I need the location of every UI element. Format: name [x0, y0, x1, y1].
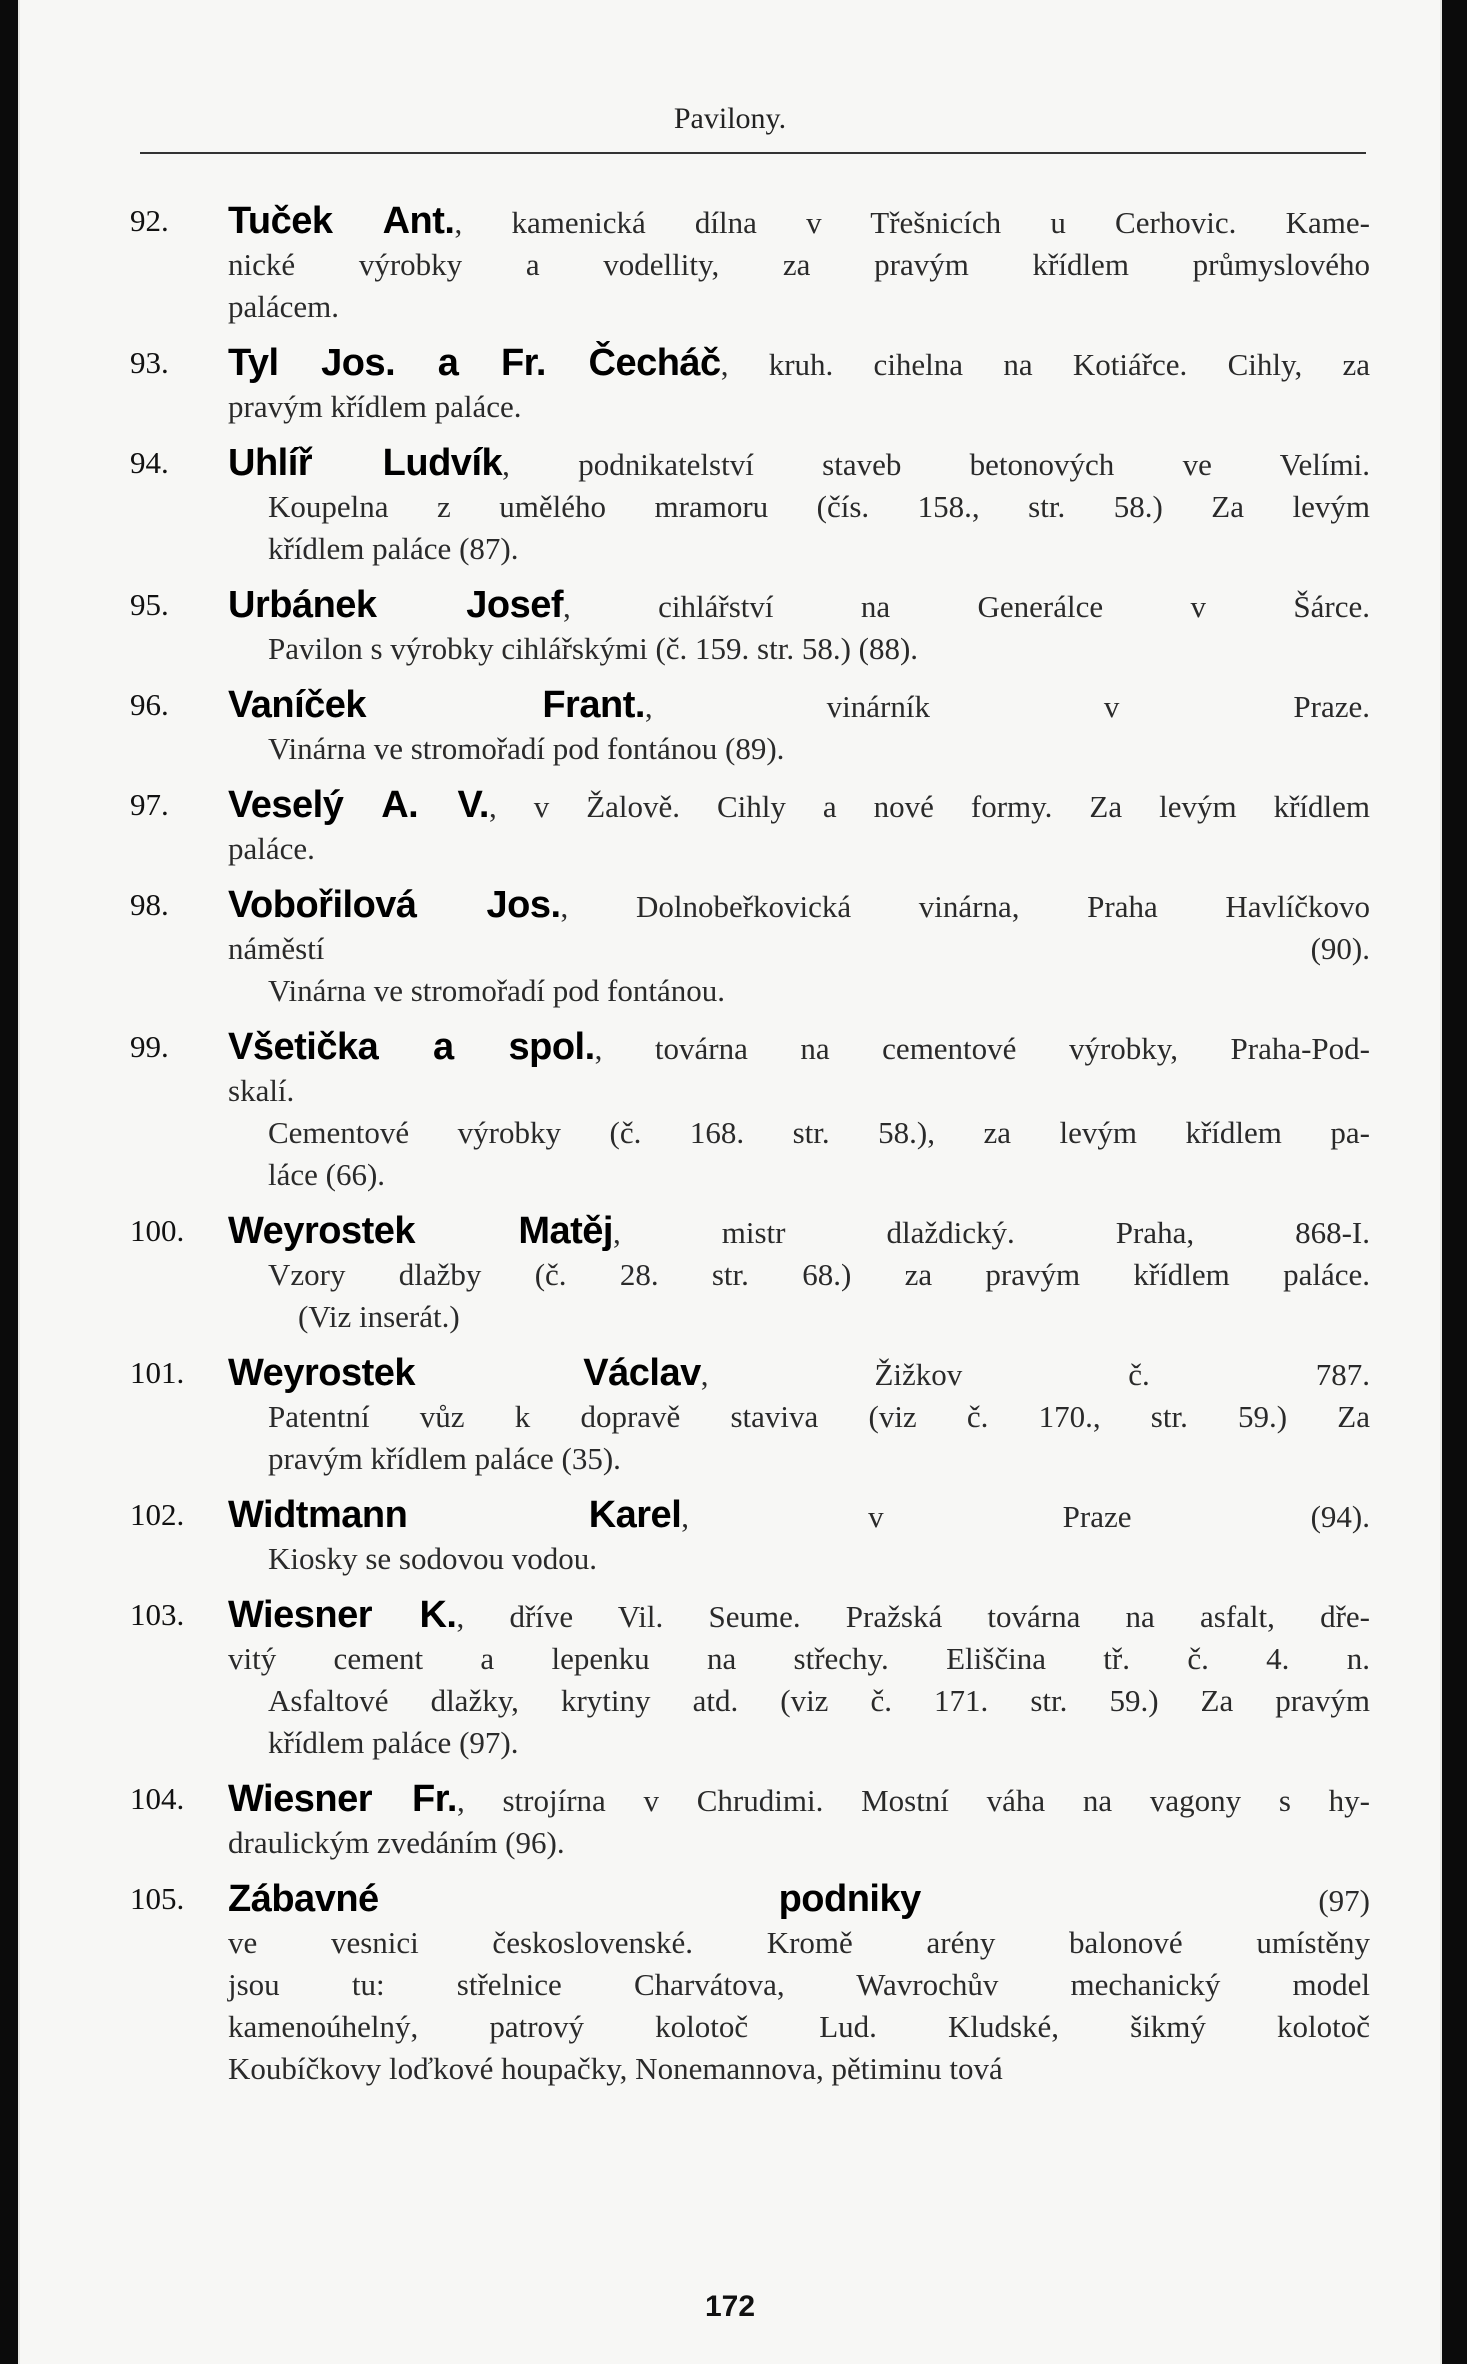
entry-text: draulickým zvedáním (96). — [228, 1825, 565, 1860]
entry-line — [228, 442, 1370, 486]
entry-name: Zábavné podniky — [228, 1878, 921, 1920]
entry-number: 95. — [130, 587, 169, 622]
entry-text: Patentní vůz k dopravě staviva (viz č. 170., str. 59.) Za — [268, 1399, 1370, 1434]
entry-number: 102. — [130, 1497, 185, 1532]
list-item — [130, 784, 1370, 870]
entry-line — [228, 1922, 1370, 1964]
entry-text: křídlem paláce (97). — [268, 1725, 519, 1760]
entry-number: 94. — [130, 445, 169, 480]
entry-number: 103. — [130, 1597, 185, 1632]
entry-line — [228, 1254, 1370, 1296]
entry-line — [228, 684, 1370, 728]
entry-text: paláce. — [228, 831, 315, 866]
exhibitor-list — [130, 200, 1370, 2104]
running-header: Pavilony. — [673, 102, 787, 135]
entry-line — [228, 1638, 1370, 1680]
entry-line — [228, 1296, 1370, 1338]
entry-text: Koubíčkovy loďkové houpačky, Nonemannova, pětiminu tová — [228, 2051, 1003, 2086]
entry-name: Všetička a spol. — [228, 1026, 595, 1068]
entry-line — [228, 928, 1370, 970]
list-item — [130, 1026, 1370, 1196]
entry-text: , v Praze (94). — [681, 1499, 1370, 1534]
entry-line — [228, 628, 1370, 670]
entry-line — [228, 1722, 1370, 1764]
entry-text: ve vesnici československé. Kromě arény balonové umístěny — [228, 1925, 1370, 1960]
entry-text: Koupelna z umělého mramoru (čís. 158., str. 58.) Za levým — [268, 489, 1370, 524]
entry-name: Wiesner K. — [228, 1594, 457, 1636]
entry-number: 92. — [130, 203, 169, 238]
entry-text: , Žižkov č. 787. — [700, 1357, 1370, 1392]
entry-line — [228, 1538, 1370, 1580]
entry-name: Vobořilová Jos. — [228, 884, 561, 926]
entry-line — [228, 1878, 1370, 1922]
document-page — [20, 0, 1440, 2364]
entry-text: Pavilon s výrobky cihlářskými (č. 159. str. 58.) (88). — [268, 631, 919, 666]
entry-name: Weyrostek Václav — [228, 1352, 701, 1394]
list-item — [130, 442, 1370, 570]
entry-name: Wiesner Fr. — [228, 1778, 457, 1820]
entry-line — [228, 728, 1370, 770]
entry-number: 98. — [130, 887, 169, 922]
list-item — [130, 884, 1370, 1012]
entry-line — [228, 1210, 1370, 1254]
entry-line — [228, 1438, 1370, 1480]
entry-text: Kiosky se sodovou vodou. — [268, 1541, 597, 1576]
entry-name: Vaníček Frant. — [228, 684, 645, 726]
entry-line — [228, 1680, 1370, 1722]
entry-text: Vinárna ve stromořadí pod fontánou (89). — [268, 731, 785, 766]
entry-line — [228, 784, 1370, 828]
entry-text: , vinárník v Praze. — [644, 689, 1370, 724]
entry-text: nické výrobky a vodellity, za pravým křídlem průmyslového — [228, 247, 1370, 282]
entry-name: Tuček Ant. — [228, 200, 455, 242]
entry-text: náměstí (90). — [228, 931, 1370, 966]
entry-line — [228, 342, 1370, 386]
entry-line — [228, 1822, 1370, 1864]
entry-line — [228, 244, 1370, 286]
header-rule — [140, 152, 1366, 154]
entry-text: , kamenická dílna v Třešnicích u Cerhovic. Kame- — [454, 205, 1370, 240]
entry-text: křídlem paláce (87). — [268, 531, 519, 566]
entry-text: , v Žalově. Cihly a nové formy. Za levým křídlem — [488, 789, 1370, 824]
entry-text: Cementové výrobky (č. 168. str. 58.), za levým křídlem pa- — [268, 1115, 1370, 1150]
entry-name: Uhlíř Ludvík — [228, 442, 503, 484]
entry-line — [228, 528, 1370, 570]
entry-text: jsou tu: střelnice Charvátova, Wavrochův mechanický model — [228, 1967, 1370, 2002]
entry-number: 96. — [130, 687, 169, 722]
entry-name: Veselý A. V. — [228, 784, 489, 826]
entry-line — [228, 1594, 1370, 1638]
entry-text: , mistr dlaždický. Praha, 868-I. — [612, 1215, 1370, 1250]
entry-text: , kruh. cihelna na Kotiářce. Cihly, za — [720, 347, 1370, 382]
entry-line — [228, 200, 1370, 244]
entry-number: 100. — [130, 1213, 185, 1248]
entry-line — [228, 2006, 1370, 2048]
list-item — [130, 1594, 1370, 1764]
entry-line — [228, 1778, 1370, 1822]
entry-text: Asfaltové dlažky, krytiny atd. (viz č. 171. str. 59.) Za pravým — [268, 1683, 1370, 1718]
entry-line — [228, 1154, 1370, 1196]
list-item — [130, 1210, 1370, 1338]
entry-text: Vzory dlažby (č. 28. str. 68.) za pravým křídlem paláce. — [268, 1257, 1370, 1292]
entry-line — [228, 1070, 1370, 1112]
entry-name: Widtmann Karel — [228, 1494, 682, 1536]
entry-number: 104. — [130, 1781, 185, 1816]
entry-text: pravým křídlem paláce (35). — [268, 1441, 621, 1476]
entry-line — [228, 884, 1370, 928]
entry-text: pravým křídlem paláce. — [228, 389, 522, 424]
entry-line — [228, 386, 1370, 428]
list-item — [130, 684, 1370, 770]
entry-text: , Dolnobeřkovická vinárna, Praha Havlíčkovo — [560, 889, 1371, 924]
entry-line — [228, 1352, 1370, 1396]
entry-line — [228, 970, 1370, 1012]
entry-name: Tyl Jos. a Fr. Čecháč — [228, 342, 721, 384]
list-item — [130, 1494, 1370, 1580]
entry-number: 97. — [130, 787, 169, 822]
page-number: 172 — [704, 2290, 756, 2323]
entry-text: Vinárna ve stromořadí pod fontánou. — [268, 973, 725, 1008]
list-item — [130, 200, 1370, 328]
entry-text: , továrna na cementové výrobky, Praha-Pod- — [594, 1031, 1370, 1066]
entry-line — [228, 286, 1370, 328]
entry-text: vitý cement a lepenku na střechy. Eliščina tř. č. 4. n. — [228, 1641, 1370, 1676]
entry-line — [228, 486, 1370, 528]
list-item — [130, 1878, 1370, 2090]
entry-line — [228, 1964, 1370, 2006]
entry-line — [228, 1494, 1370, 1538]
entry-number: 93. — [130, 345, 169, 380]
entry-number: 105. — [130, 1881, 185, 1916]
entry-line — [228, 1396, 1370, 1438]
entry-text: (97) — [920, 1883, 1370, 1918]
entry-name: Weyrostek Matěj — [228, 1210, 613, 1252]
entry-text: , podnikatelství staveb betonových ve Velími. — [502, 447, 1370, 482]
entry-text: (Viz inserát.) — [298, 1299, 460, 1334]
entry-text: , dříve Vil. Seume. Pražská továrna na asfalt, dře- — [456, 1599, 1370, 1634]
list-item — [130, 1778, 1370, 1864]
entry-text: láce (66). — [268, 1157, 386, 1192]
entry-line — [228, 584, 1370, 628]
entry-text: , strojírna v Chrudimi. Mostní váha na vagony s hy- — [457, 1783, 1370, 1818]
entry-text: skalí. — [228, 1073, 295, 1108]
entry-name: Urbánek Josef — [228, 584, 564, 626]
list-item — [130, 584, 1370, 670]
entry-line — [228, 2048, 1370, 2090]
entry-line — [228, 1112, 1370, 1154]
entry-line — [228, 1026, 1370, 1070]
list-item — [130, 1352, 1370, 1480]
entry-number: 99. — [130, 1029, 169, 1064]
entry-text: , cihlářství na Generálce v Šárce. — [563, 589, 1370, 624]
entry-text: kamenoúhelný, patrový kolotoč Lud. Kludské, šikmý kolotoč — [228, 2009, 1370, 2044]
entry-line — [228, 828, 1370, 870]
entry-number: 101. — [130, 1355, 185, 1390]
entry-text: palácem. — [228, 289, 340, 324]
list-item — [130, 342, 1370, 428]
